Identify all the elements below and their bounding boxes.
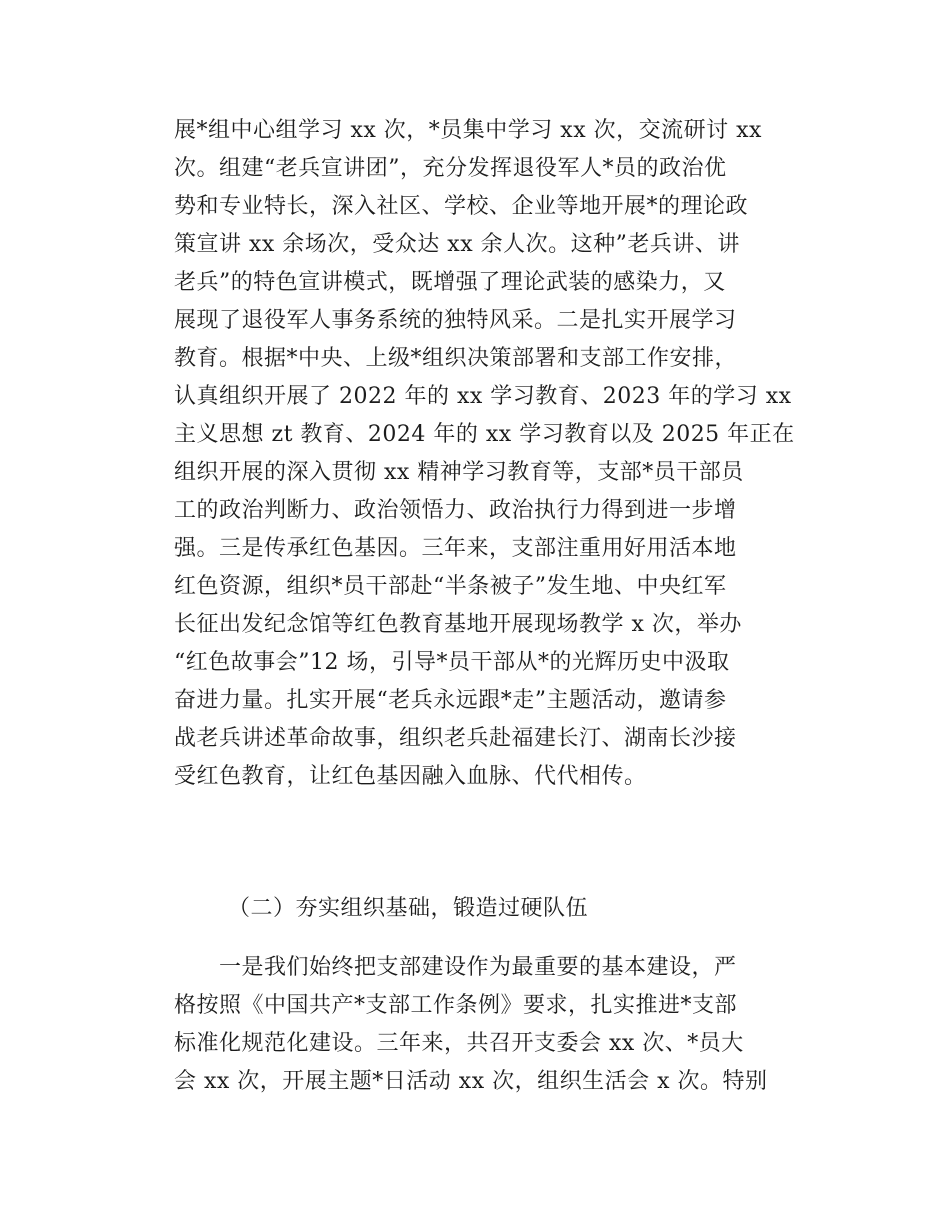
paragraph-line: 认真组织开展了 2022 年的 xx 学习教育、2023 年的学习 xx: [174, 384, 792, 409]
paragraph-line: 长征出发纪念馆等红色教育基地开展现场教学 x 次，举办: [174, 612, 742, 637]
paragraph-line: 次。组建“老兵宣讲团”，充分发挥退役军人*员的政治优: [174, 156, 727, 181]
paragraph-line: 一是我们始终把支部建设作为最重要的基本建设，严: [174, 955, 737, 980]
paragraph-line: 标准化规范化建设。三年来，共召开支委会 xx 次、*员大: [174, 1031, 744, 1056]
paragraph-line: 势和专业特长，深入社区、学校、企业等地开展*的理论政: [174, 194, 749, 219]
section-heading: （二）夯实组织基础，锻造过硬队伍: [228, 896, 589, 921]
paragraph-line: 格按照《中国共产*支部工作条例》要求，扎实推进*支部: [174, 993, 738, 1018]
paragraph-line: 主义思想 zt 教育、2024 年的 xx 学习教育以及 2025 年正在: [174, 422, 795, 447]
paragraph-line: 展现了退役军人事务系统的独特风采。二是扎实开展学习: [174, 308, 737, 333]
paragraph-line: 红色资源，组织*员干部赴“半条被子”发生地、中央红军: [174, 574, 727, 599]
paragraph-line: 教育。根据*中央、上级*组织决策部署和支部工作安排，: [174, 346, 738, 371]
paragraph-line: 强。三是传承红色基因。三年来，支部注重用好用活本地: [174, 536, 737, 561]
paragraph-line: 战老兵讲述革命故事，组织老兵赴福建长汀、湖南长沙接: [174, 726, 737, 751]
paragraph-line: 奋进力量。扎实开展“老兵永远跟*走”主题活动，邀请参: [174, 688, 727, 713]
paragraph-line: 工的政治判断力、政治领悟力、政治执行力得到进一步增: [174, 498, 737, 523]
paragraph-line: 老兵”的特色宣讲模式，既增强了理论武装的感染力，又: [174, 270, 726, 295]
paragraph-line: “红色故事会”12 场，引导*员干部从*的光辉历史中汲取: [174, 650, 730, 675]
paragraph-line: 受红色教育，让红色基因融入血脉、代代相传。: [174, 764, 647, 789]
paragraph-line: 组织开展的深入贯彻 xx 精神学习教育等，支部*员干部员: [174, 460, 744, 485]
paragraph-line: 展*组中心组学习 xx 次，*员集中学习 xx 次，交流研讨 xx: [174, 118, 762, 143]
paragraph-line: 会 xx 次，开展主题*日活动 xx 次，组织生活会 x 次。特别: [174, 1069, 768, 1094]
paragraph-line: 策宣讲 xx 余场次，受众达 xx 余人次。这种”老兵讲、讲: [174, 232, 740, 257]
